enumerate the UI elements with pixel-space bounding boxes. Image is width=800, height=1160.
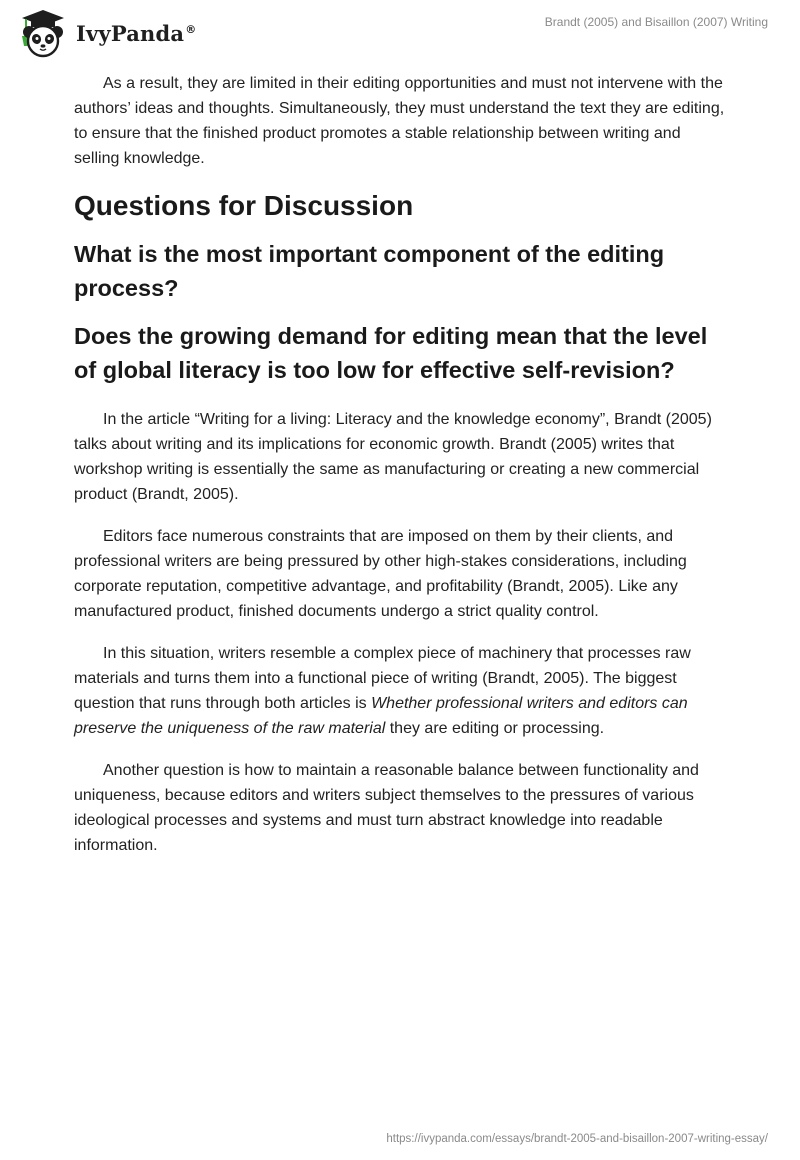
discussion-question-1: What is the most important component of the editing process? [74, 241, 665, 301]
body-paragraph-4: Another question is how to maintain a reasonable balance between functionality and uniqueness, because editors and writers subject themselves to the pressures of various ideological processes and systems and must turn abstract knowledge into readable information. [74, 762, 699, 854]
section-heading: Questions for Discussion [74, 190, 414, 221]
page-header [0, 0, 800, 64]
body-paragraph-3 [74, 641, 730, 741]
body-paragraph-1: In the article “Writing for a living: Literacy and the knowledge economy”, Brandt (2005) talks about writing and its implications for economic growth. Brandt (2005) writes that workshop writing is essentially the same as manufacturing or creating a new commercial product (Brandt, 2005). [74, 411, 712, 503]
paragraph-3-start: In this situation, writers resemble a complex piece of machinery that processes raw materials and turns them into a functional piece of writing (Brandt, 2005). The biggest question that runs through both articles is [74, 645, 691, 712]
panda-graduation-cap-icon [14, 8, 72, 58]
ivypanda-logo[interactable] [14, 8, 196, 58]
footer-url[interactable]: https://ivypanda.com/essays/brandt-2005-and-bisaillon-2007-writing-essay/ [386, 1133, 768, 1145]
logo-wordmark: IvyPanda® [76, 20, 197, 46]
paragraph-3-end: they are editing or processing. [385, 720, 605, 737]
registered-mark: ® [185, 22, 197, 36]
intro-paragraph: As a result, they are limited in their editing opportunities and must not intervene with the authors’ ideas and thoughts. Simultaneously, they must understand the text they are editing, to ensure that the finished product promotes a stable relationship between writing and selling knowledge. [74, 75, 725, 167]
discussion-question-2: Does the growing demand for editing mean that the level of global literacy is too low for effective self-revision? [74, 323, 708, 383]
essay-content [74, 71, 730, 875]
document-title: Brandt (2005) and Bisaillon (2007) Writing [544, 15, 768, 29]
paragraph-3-italic-question: Whether professional writers and editors can preserve the uniqueness of the raw material [74, 695, 688, 737]
body-paragraph-2: Editors face numerous constraints that are imposed on them by their clients, and professional writers are being pressured by other high-stakes considerations, including corporate reputation, competitive advantage, and profitability (Brandt, 2005). Like any manufactured product, finished documents undergo a strict quality control. [74, 528, 687, 620]
